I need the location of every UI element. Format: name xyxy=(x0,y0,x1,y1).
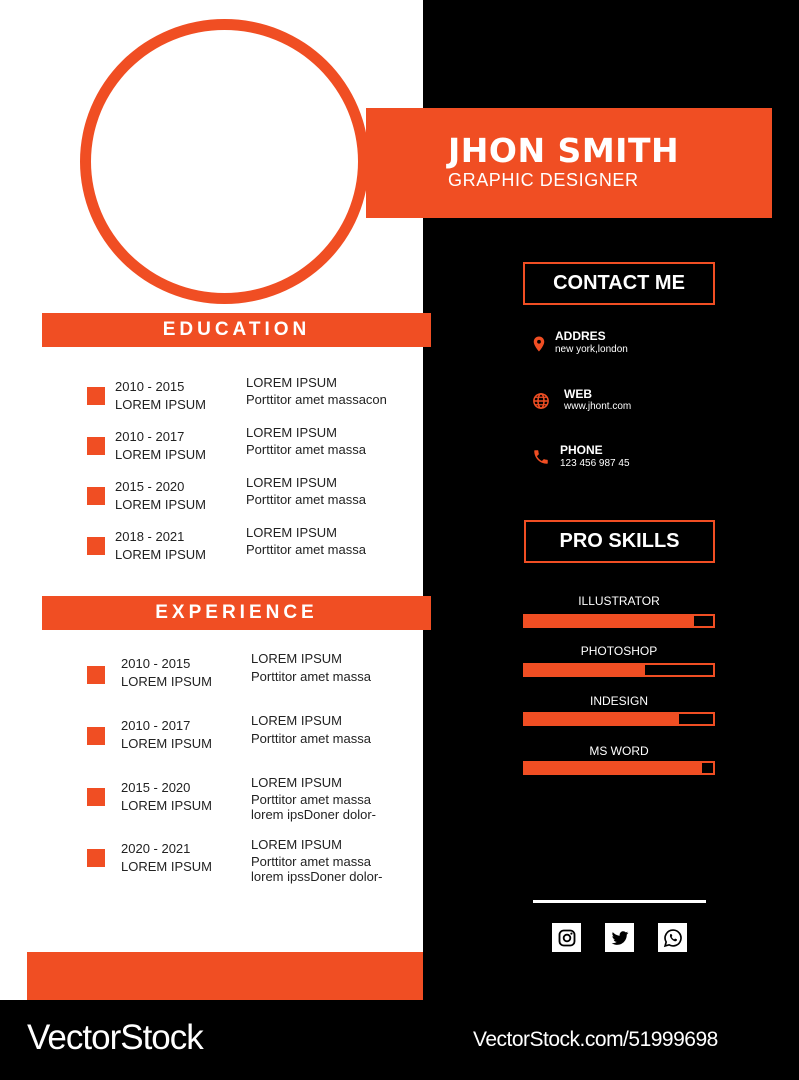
skill-bar xyxy=(523,614,715,628)
watermark-reference: VectorStock.com/51999698 xyxy=(473,1028,718,1051)
contact-value: new york,london xyxy=(555,344,628,355)
education-years: 2010 - 2015 xyxy=(115,379,185,394)
contact-value: 123 456 987 45 xyxy=(560,458,630,469)
experience-description: Porttitor amet massa xyxy=(251,731,371,746)
skills-heading: PRO SKILLS xyxy=(524,520,715,563)
experience-years: 2020 - 2021 xyxy=(121,841,191,856)
experience-description-line2: lorem ipsDoner dolor- xyxy=(251,807,376,822)
location-pin-icon xyxy=(530,335,548,353)
experience-bullet xyxy=(87,788,105,806)
skill-bar-fill xyxy=(525,665,645,675)
instagram-icon xyxy=(557,928,577,948)
skill-name: MS WORD xyxy=(589,744,649,758)
skill-bar xyxy=(523,712,715,726)
education-years: 2015 - 2020 xyxy=(115,479,185,494)
education-bullet xyxy=(87,387,105,405)
education-heading-text: LOREM IPSUM xyxy=(246,525,338,540)
education-description: Porttitor amet massacon xyxy=(246,392,387,407)
experience-label: LOREM IPSUM xyxy=(121,798,213,813)
education-heading-text: LOREM IPSUM xyxy=(246,375,338,390)
skill-bar-fill xyxy=(525,763,702,773)
twitter-button[interactable] xyxy=(605,923,634,952)
education-description: Porttitor amet massa xyxy=(246,442,366,457)
experience-bullet xyxy=(87,849,105,867)
skill-bar-fill xyxy=(525,714,679,724)
experience-heading: EXPERIENCE xyxy=(42,596,431,630)
experience-heading-text: LOREM IPSUM xyxy=(251,713,343,728)
person-role: GRAPHIC DESIGNER xyxy=(448,170,639,190)
skill-name: INDESIGN xyxy=(589,694,648,708)
experience-heading-text: LOREM IPSUM xyxy=(251,775,343,790)
education-label: LOREM IPSUM xyxy=(115,397,207,412)
whatsapp-button[interactable] xyxy=(658,923,687,952)
education-heading-text: LOREM IPSUM xyxy=(246,425,338,440)
education-heading: EDUCATION xyxy=(42,313,431,347)
social-divider xyxy=(533,900,706,903)
experience-years: 2010 - 2015 xyxy=(121,656,191,671)
contact-label: PHONE xyxy=(560,443,603,457)
skill-bar xyxy=(523,761,715,775)
contact-label: ADDRES xyxy=(555,329,606,343)
skill-name: ILLUSTRATOR xyxy=(578,594,660,608)
experience-heading-text: LOREM IPSUM xyxy=(251,837,343,852)
education-label: LOREM IPSUM xyxy=(115,497,207,512)
education-description: Porttitor amet massa xyxy=(246,542,366,557)
skill-name: PHOTOSHOP xyxy=(580,644,658,658)
experience-label: LOREM IPSUM xyxy=(121,736,213,751)
profile-photo-placeholder xyxy=(80,19,369,304)
contact-value: www.jhont.com xyxy=(564,401,632,412)
experience-bullet xyxy=(87,727,105,745)
skill-bar-fill xyxy=(525,616,694,626)
education-years: 2018 - 2021 xyxy=(115,529,185,544)
experience-label: LOREM IPSUM xyxy=(121,859,213,874)
contact-label: WEB xyxy=(564,387,592,401)
experience-label: LOREM IPSUM xyxy=(121,674,213,689)
education-label: LOREM IPSUM xyxy=(115,447,207,462)
whatsapp-icon xyxy=(663,928,683,948)
phone-icon xyxy=(532,448,550,466)
experience-heading-text: LOREM IPSUM xyxy=(251,651,343,666)
education-years: 2010 - 2017 xyxy=(115,429,185,444)
education-heading-text: LOREM IPSUM xyxy=(246,475,338,490)
bottom-accent-bar xyxy=(27,952,423,1000)
experience-description: Porttitor amet massa xyxy=(251,854,371,869)
experience-years: 2010 - 2017 xyxy=(121,718,191,733)
watermark-brand: VectorStock xyxy=(27,1018,203,1057)
twitter-icon xyxy=(610,928,630,948)
experience-years: 2015 - 2020 xyxy=(121,780,191,795)
person-name: JHON SMITH xyxy=(448,131,680,170)
experience-description-line2: lorem ipssDoner dolor- xyxy=(251,869,383,884)
education-description: Porttitor amet massa xyxy=(246,492,366,507)
instagram-button[interactable] xyxy=(552,923,581,952)
experience-bullet xyxy=(87,666,105,684)
education-bullet xyxy=(87,437,105,455)
education-bullet xyxy=(87,487,105,505)
experience-description: Porttitor amet massa xyxy=(251,792,371,807)
experience-description: Porttitor amet massa xyxy=(251,669,371,684)
contact-heading: CONTACT ME xyxy=(523,262,715,305)
education-bullet xyxy=(87,537,105,555)
globe-icon xyxy=(532,392,550,410)
skill-bar xyxy=(523,663,715,677)
education-label: LOREM IPSUM xyxy=(115,547,207,562)
